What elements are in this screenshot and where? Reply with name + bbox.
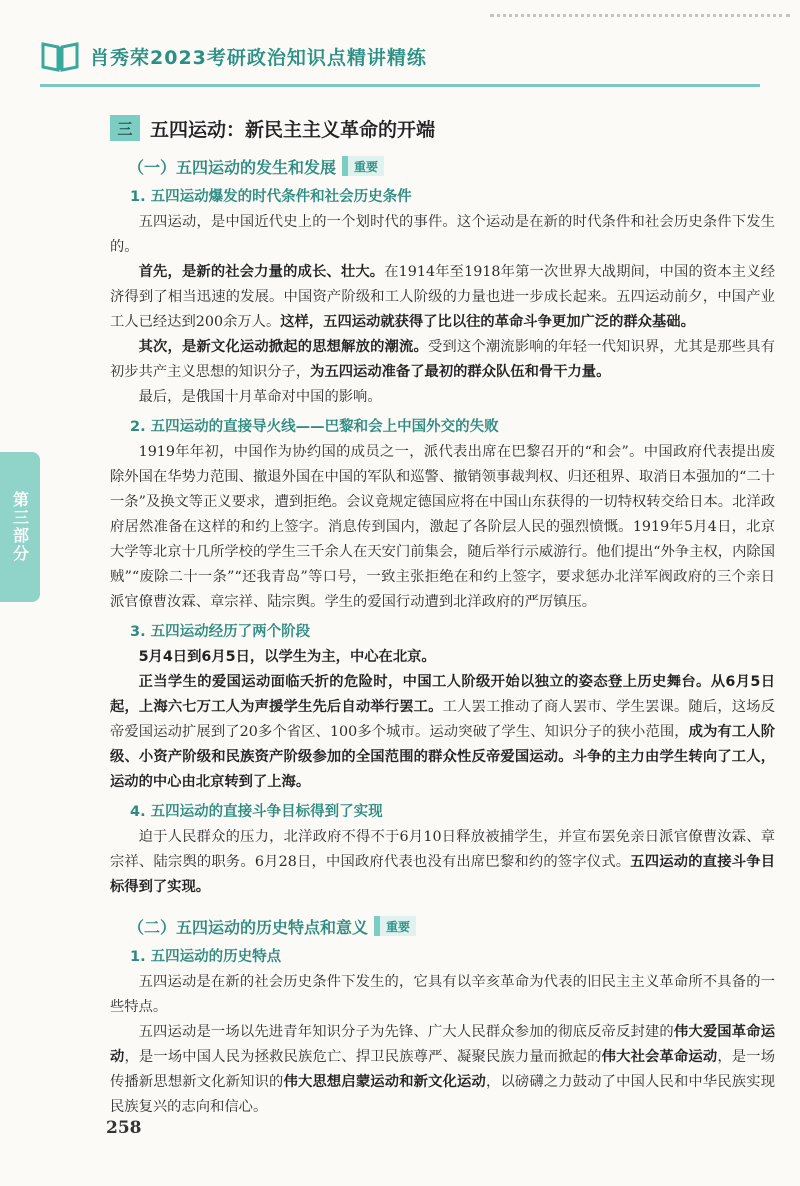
section-heading — [110, 110, 775, 146]
paragraph: 正当学生的爱国运动面临夭折的危险时，中国工人阶级开始以独立的姿态登上历史舞台。从6月5日起，上海六七万工人为声援学生先后自动举行罢工。工人罢工推动了商人罢市、学生罢课。随后，这场反帝爱国运动扩展到了20多个省区、100多个城市。运动突破了学生、知识分子的狭小范围，成为有工人阶级、小资产阶级和民族资产阶级参加的全国范围的群众性反帝爱国运动。斗争的主力由学生转向了工人，运动的中心由北京转到了上海。 — [110, 674, 776, 790]
section-number-badge: 三 — [110, 115, 140, 141]
paragraph: 5月4日到6月5日，以学生为主，中心在北京。 — [138, 649, 436, 665]
paragraph: 最后，是俄国十月革命对中国的影响。 — [138, 389, 382, 405]
point-title: 1. 五四运动的历史特点 — [130, 949, 282, 965]
point-title: 1. 五四运动爆发的时代条件和社会历史条件 — [130, 189, 412, 205]
subsection-title: （一）五四运动的发生和发展 — [128, 157, 337, 177]
subsection-title: （二）五四运动的历史特点和意义 — [128, 917, 369, 937]
page-content — [110, 100, 775, 1120]
paragraph: 五四运动是在新的社会历史条件下发生的，它具有以辛亥革命为代表的旧民主主义革命所不具备的一些特点。 — [110, 974, 775, 1015]
header-decoration — [490, 14, 790, 18]
paragraph: 首先，是新的社会力量的成长、壮大。在1914年至1918年第一次世界大战期间，中国的资本主义经济得到了相当迅速的发展。中国资产阶级和工人阶级的力量也进一步成长起来。五四运动前夕，中国产业工人已经达到200余万人。这样，五四运动就获得了比以往的革命斗争更加广泛的群众基础。 — [110, 264, 775, 330]
point-title: 2. 五四运动的直接导火线——巴黎和会上中国外交的失败 — [130, 419, 499, 435]
header-rule — [40, 84, 760, 87]
point-title: 4. 五四运动的直接斗争目标得到了实现 — [130, 804, 383, 820]
paragraph: 其次，是新文化运动掀起的思想解放的潮流。受到这个潮流影响的年轻一代知识界，尤其是那些具有初步共产主义思想的知识分子，为五四运动准备了最初的群众队伍和骨干力量。 — [110, 339, 776, 380]
section-title: 五四运动：新民主主义革命的开端 — [150, 118, 436, 141]
part-label: 第三部分 — [10, 491, 30, 563]
page-header — [40, 36, 780, 76]
page-number: 258 — [106, 1118, 142, 1138]
subsection-heading-1 — [110, 152, 775, 180]
open-book-icon — [40, 39, 80, 73]
subsection-heading-2 — [110, 912, 775, 940]
paragraph: 五四运动是一场以先进青年知识分子为先锋、广大人民群众参加的彻底反帝反封建的伟大爱国革命运动，是一场中国人民为拯救民族危亡、捍卫民族尊严、凝聚民族力量而掀起的伟大社会革命运动，是一场传播新思想新文化新知识的伟大思想启蒙运动和新文化运动，以磅礴之力鼓动了中国人民和中华民族实现民族复兴的志向和信心。 — [110, 1024, 776, 1115]
paragraph: 1919年年初，中国作为协约国的成员之一，派代表出席在巴黎召开的“和会”。中国政府代表提出废除外国在华势力范围、撤退外国在中国的军队和巡警、撤销领事裁判权、归还租界、取消日本强加的“二十一条”及换文等正义要求，遭到拒绝。会议竟规定德国应将在中国山东获得的一切特权转交给日本。北洋政府居然准备在这样的和约上签字。消息传到国内，激起了各阶层人民的强烈愤慨。1919年5月4日，北京大学等北京十几所学校的学生三千余人在天安门前集会，随后举行示威游行。他们提出“外争主权，内除国贼”“废除二十一条”“还我青岛”等口号，一致主张拒绝在和约上签字，要求惩办北洋军阀政府的三个亲日派官僚曹汝霖、章宗祥、陆宗舆。学生的爱国行动遭到北洋政府的严厉镇压。 — [110, 444, 775, 610]
part-side-tab — [0, 452, 40, 602]
paragraph: 迫于人民群众的压力，北洋政府不得不于6月10日释放被捕学生，并宣布罢免亲日派官僚曹汝霖、章宗祥、陆宗舆的职务。6月28日，中国政府代表也没有出席巴黎和约的签字仪式。五四运动的直接斗争目标得到了实现。 — [110, 829, 775, 895]
paragraph: 五四运动，是中国近代史上的一个划时代的事件。这个运动是在新的时代条件和社会历史条件下发生的。 — [110, 214, 775, 255]
book-title: 肖秀荣2023考研政治知识点精讲精练 — [90, 46, 427, 69]
importance-tag: 重要 — [342, 156, 384, 176]
importance-tag: 重要 — [374, 916, 416, 936]
point-title: 3. 五四运动经历了两个阶段 — [130, 624, 311, 640]
